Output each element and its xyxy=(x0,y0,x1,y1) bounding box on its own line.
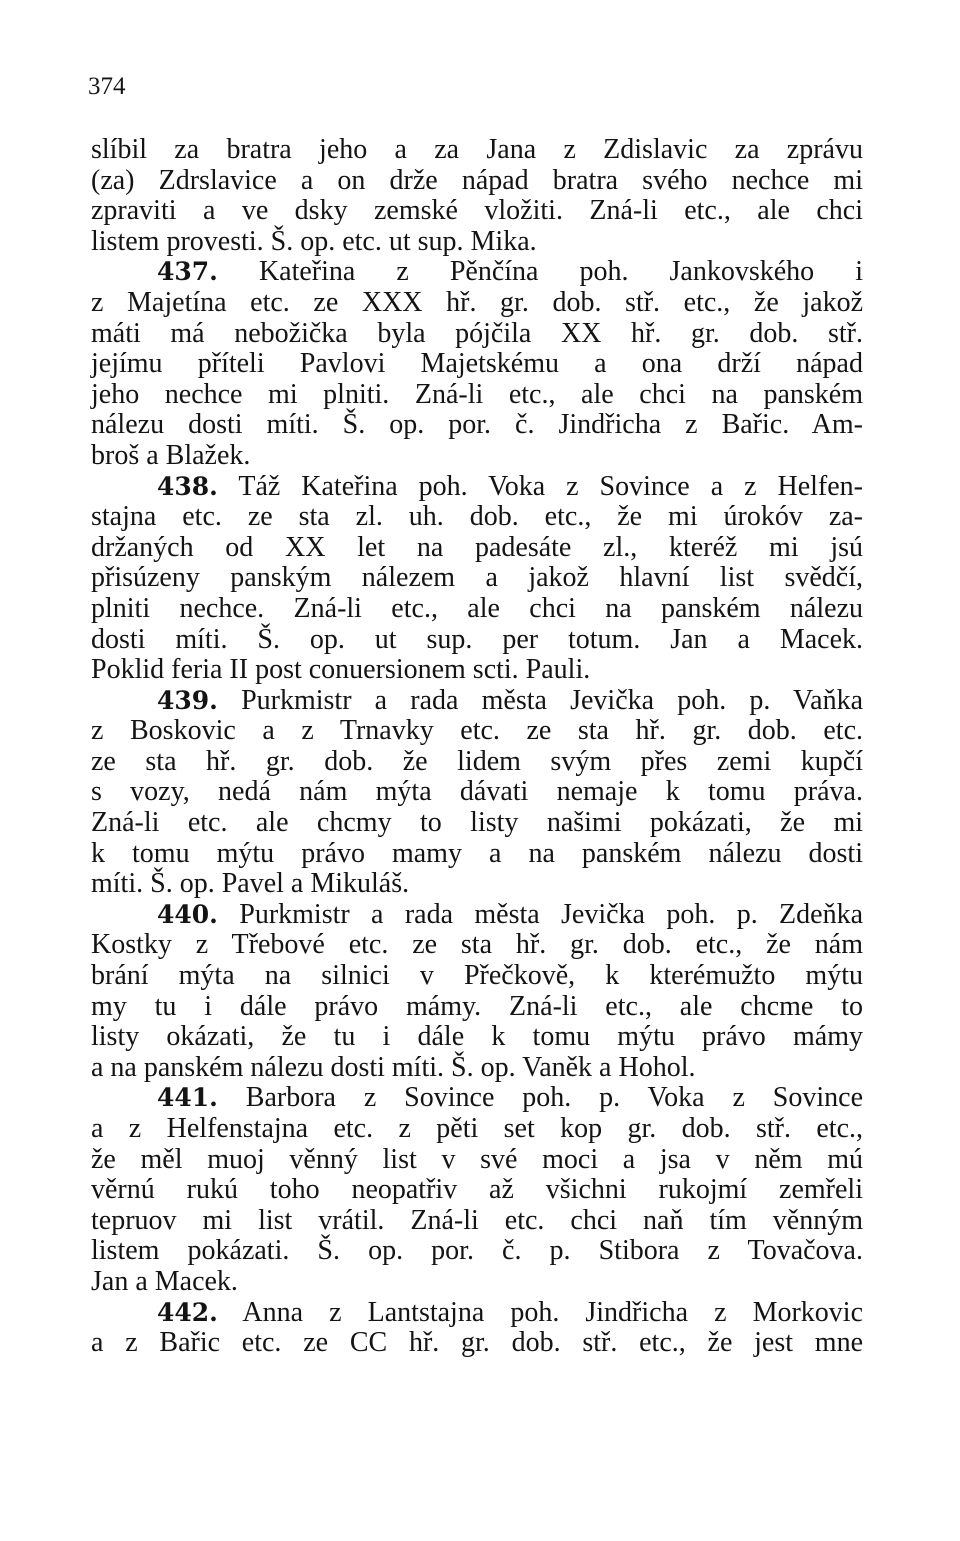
text-line xyxy=(91,563,863,594)
line-text: že měl muoj věnný list v své moci a jsa v něm mú xyxy=(91,1143,863,1175)
line-text: (za) Zdrslavice a on drže nápad bratra svého nechce mi xyxy=(91,164,863,196)
text-line xyxy=(91,502,863,533)
line-text: nálezu dosti míti. Š. op. por. č. Jindřicha z Bařic. Am- xyxy=(91,409,863,441)
line-text: a z Helfenstajna etc. z pěti set kop gr. dob. stř. etc., xyxy=(91,1113,863,1144)
text-line xyxy=(91,655,863,686)
text-line xyxy=(91,1083,863,1114)
line-text: držaných od XX let na padesáte zl., kteréž mi jsú xyxy=(91,531,863,563)
line-text: máti má nebožička byla pójčila XX hř. gr. dob. stř. xyxy=(91,317,863,349)
text-line xyxy=(91,594,863,625)
text-line xyxy=(91,288,863,319)
text-line xyxy=(91,1145,863,1176)
text-line xyxy=(91,808,863,839)
entry-number: 437. xyxy=(157,257,218,287)
line-text: k tomu mýtu právo mamy a na panském nálezu dosti xyxy=(91,837,863,869)
text-line xyxy=(91,1206,863,1237)
line-text: brání mýta na silnici v Přečkově, k kterémužto mýtu xyxy=(91,960,863,992)
line-text: věrnú rukú toho neopatřiv až všichni rukojmí zemřeli xyxy=(91,1174,863,1206)
text-line xyxy=(91,839,863,870)
line-text: jejímu příteli Pavlovi Majetskému a ona drží nápad xyxy=(91,348,863,380)
text-line xyxy=(91,1175,863,1206)
line-text: Táž Kateřina poh. Voka z Sovince a z Helfen- xyxy=(238,470,863,502)
line-text: zpraviti a ve dsky zemské vložiti. Zná-li etc., ale chci xyxy=(91,195,863,227)
entry-number: 442. xyxy=(157,1297,218,1327)
line-text: stajna etc. ze sta zl. uh. dob. etc., že mi úrokóv za- xyxy=(91,501,863,533)
line-text: Purkmistr a rada města Jevička poh. p. Vaňka xyxy=(241,684,863,716)
text-line xyxy=(91,869,863,900)
text-line xyxy=(91,319,863,350)
text-line xyxy=(91,533,863,564)
text-line xyxy=(91,135,863,166)
entry-number: 440. xyxy=(157,899,218,929)
line-text: Jan a Macek. xyxy=(91,1265,238,1297)
text-line xyxy=(91,900,863,931)
text-line xyxy=(91,1328,863,1359)
text-line xyxy=(91,777,863,808)
text-line xyxy=(91,1298,863,1329)
text-line xyxy=(91,196,863,227)
line-text: listy okázati, že tu i dále k tomu mýtu právo mámy xyxy=(91,1021,863,1053)
text-line xyxy=(91,992,863,1023)
line-text: slíbil za bratra jeho a za Jana z Zdislavic za zprávu xyxy=(91,134,863,165)
line-text: jeho nechce mi plniti. Zná-li etc., ale chci na panském xyxy=(91,378,863,410)
line-text: Kateřina z Pěnčína poh. Jankovského i xyxy=(258,256,863,288)
line-text: a z Bařic etc. ze CC hř. gr. dob. stř. etc., že jest mne xyxy=(91,1327,863,1359)
line-text: Kostky z Třebové etc. ze sta hř. gr. dob. etc., že nám xyxy=(91,929,863,961)
text-line xyxy=(91,349,863,380)
line-text: listem pokázati. Š. op. por. č. p. Stibora z Tovačova. xyxy=(91,1235,863,1267)
text-line xyxy=(91,441,863,472)
text-line xyxy=(91,380,863,411)
text-line xyxy=(91,410,863,441)
text-line xyxy=(91,961,863,992)
line-text: broš a Blažek. xyxy=(91,439,251,471)
entry-number: 438. xyxy=(157,471,218,501)
line-text: míti. Š. op. Pavel a Mikuláš. xyxy=(91,868,410,900)
text-line xyxy=(91,625,863,656)
text-line xyxy=(91,1114,863,1145)
line-text: z Boskovic a z Trnavky etc. ze sta hř. gr. dob. etc. xyxy=(91,715,863,747)
entry-number: 441. xyxy=(157,1083,218,1113)
text-line xyxy=(91,1022,863,1053)
line-text: Barbora z Sovince poh. p. Voka z Sovince xyxy=(245,1082,863,1114)
line-text: Anna z Lantstajna poh. Jindřicha z Morkovic xyxy=(242,1296,863,1328)
line-text: ze sta hř. gr. dob. že lidem svým přes zemi kupčí xyxy=(91,745,863,777)
text-line xyxy=(91,257,863,288)
text-line xyxy=(91,1053,863,1084)
line-text: z Majetína etc. ze XXX hř. gr. dob. stř. etc., že jakož xyxy=(91,286,863,318)
text-line xyxy=(91,1236,863,1267)
text-line xyxy=(91,166,863,197)
line-text: Zná-li etc. ale chcmy to listy našimi pokázati, že mi xyxy=(91,807,863,839)
line-text: Poklid feria II post conuersionem scti. Pauli. xyxy=(91,654,591,686)
line-text: listem provesti. Š. op. etc. ut sup. Mika. xyxy=(91,225,537,257)
line-text: s vozy, nedá nám mýta dávati nemaje k tomu práva. xyxy=(91,776,863,808)
text-line xyxy=(91,716,863,747)
line-text: dosti míti. Š. op. ut sup. per totum. Jan a Macek. xyxy=(91,623,863,655)
text-line xyxy=(91,686,863,717)
text-line xyxy=(91,227,863,258)
text-line xyxy=(91,930,863,961)
text-line xyxy=(91,747,863,778)
line-text: přisúzeny panským nálezem a jakož hlavní list svědčí, xyxy=(91,562,863,594)
line-text: a na panském nálezu dosti míti. Š. op. Vaněk a Hohol. xyxy=(91,1051,696,1083)
page-number: 374 xyxy=(88,73,126,100)
entry-number: 439. xyxy=(157,685,218,715)
text-line xyxy=(91,1267,863,1298)
text-line xyxy=(91,472,863,503)
line-text: Purkmistr a rada města Jevička poh. p. Zdeňka xyxy=(239,898,864,930)
line-text: tepruov mi list vrátil. Zná-li etc. chci naň tím věnným xyxy=(91,1204,863,1236)
line-text: my tu i dále právo mámy. Zná-li etc., ale chcme to xyxy=(91,990,863,1022)
body-text xyxy=(91,135,863,1359)
line-text: plniti nechce. Zná-li etc., ale chci na panském nálezu xyxy=(91,592,863,624)
